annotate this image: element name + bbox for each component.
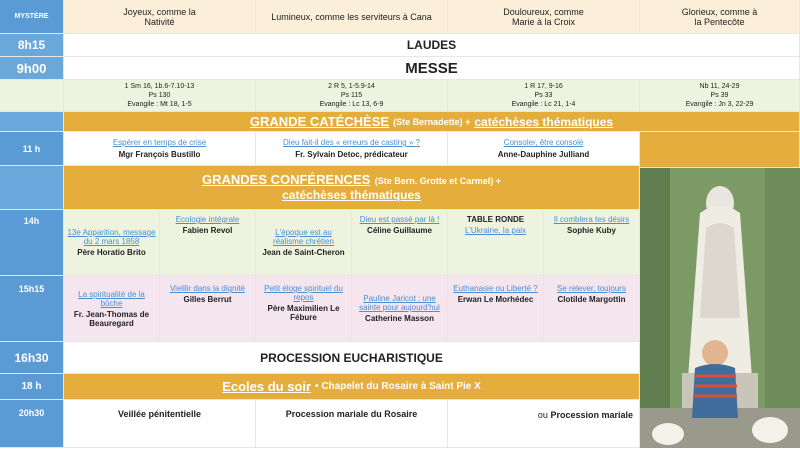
laudes-time: 8h15	[0, 34, 64, 57]
session-14h-2	[160, 210, 256, 276]
gospel-line: Evangile : Mt 18, 1-5	[127, 101, 192, 108]
session-title-link[interactable]: Se relever, toujours	[557, 284, 626, 293]
session-title-link[interactable]: Dieu fait-il des « erreurs de casting » ?	[283, 138, 420, 147]
session-15h-1	[64, 276, 160, 342]
ecoles-extra: • Chapelet du Rosaire à Saint Pie X	[315, 381, 481, 392]
ecoles-title[interactable]: Ecoles du soir	[222, 379, 312, 394]
conferences-time	[0, 166, 64, 210]
psalm-line: Ps 115	[340, 92, 363, 99]
session-title-link[interactable]: Pauline Jaricot : une sainte pour aujourd'hui	[359, 294, 440, 312]
session-speaker: Gilles Berrut	[183, 295, 232, 304]
session-15h-4	[352, 276, 448, 342]
ecoles-time: 18 h	[0, 374, 64, 400]
time-11h: 11 h	[0, 132, 64, 166]
session-speaker: Père Horatio Brito	[77, 248, 146, 257]
catechese-title[interactable]: GRANDE CATÉCHÈSE	[249, 114, 390, 129]
time-15h15: 15h15	[0, 276, 64, 342]
session-14h-5	[448, 210, 544, 276]
readings-lumineux	[256, 80, 448, 112]
session-15h-3	[256, 276, 352, 342]
session-14h-6	[544, 210, 640, 276]
time-20h30: 20h30	[0, 400, 64, 448]
ecoles-banner	[64, 374, 640, 400]
session-15h-5	[448, 276, 544, 342]
session-speaker: Anne-Dauphine Julliand	[497, 150, 590, 159]
session-title-link[interactable]: 13e Apparition, message du 2 mars 1858	[67, 228, 156, 246]
session-11h-1	[64, 132, 256, 166]
conferences-extra[interactable]: catéchèses thématiques	[282, 188, 421, 202]
gospel-line: Evangile : Jn 3, 22-29	[685, 101, 754, 108]
evening-alt-label: Procession mariale	[550, 410, 633, 420]
session-title-link[interactable]: Petit éloge spirituel du repos	[264, 284, 343, 302]
session-speaker: Clotilde Margottin	[557, 295, 626, 304]
session-title-link[interactable]: Il comblera tes désirs	[553, 215, 630, 224]
messe-label: MESSE	[64, 57, 800, 80]
mystery-label: MYSTÈRE	[0, 0, 64, 34]
psalm-line: Ps 33	[534, 92, 553, 99]
roundtable-topic-link[interactable]: L'Ukraine, la paix	[464, 226, 527, 235]
readings-joyeux	[64, 80, 256, 112]
session-speaker: Sophie Kuby	[567, 226, 616, 235]
session-title-link[interactable]: Ecologie intégrale	[175, 215, 240, 224]
session-14h-3	[256, 210, 352, 276]
mystery-douloureux: Douloureux, comme Marie à la Croix	[448, 0, 640, 34]
session-11h-2	[256, 132, 448, 166]
evening-penitential: Veillée pénitentielle	[64, 400, 256, 448]
procession-time: 16h30	[0, 342, 64, 374]
conferences-title[interactable]: GRANDES CONFÉRENCES	[201, 172, 371, 187]
evening-procession-alt	[448, 400, 640, 448]
mystery-joyeux: Joyeux, comme la Nativité	[64, 0, 256, 34]
session-speaker: Céline Guillaume	[367, 226, 432, 235]
session-speaker: Fabien Revol	[182, 226, 233, 235]
readings-douloureux	[448, 80, 640, 112]
reading-line: 1 R 17, 9-16	[524, 83, 563, 90]
session-speaker: Catherine Masson	[365, 314, 434, 323]
mystery-lumineux: Lumineux, comme les serviteurs à Cana	[256, 0, 448, 34]
session-speaker: Père Maximilien Le Fébure	[267, 304, 340, 322]
gospel-line: Evangile : Lc 21, 1-4	[511, 101, 576, 108]
session-title-link[interactable]: La spiritualité de la bûche	[78, 289, 145, 308]
reading-line: Nb 11, 24-29	[699, 83, 740, 90]
session-14h-4	[352, 210, 448, 276]
session-title-link[interactable]: Vieillir dans la dignité	[169, 284, 245, 293]
session-speaker: Fr. Sylvain Detoc, prédicateur	[295, 150, 408, 159]
session-title-link[interactable]: Euthanasie ou Liberté ?	[453, 284, 538, 293]
session-title-link[interactable]: Consoler, être consolé	[503, 138, 584, 147]
readings-spacer	[0, 80, 64, 112]
psalm-line: Ps 39	[710, 92, 729, 99]
procession-label: PROCESSION EUCHARISTIQUE	[64, 342, 640, 374]
evening-procession: Procession mariale du Rosaire	[256, 400, 448, 448]
readings-glorieux	[640, 80, 800, 112]
catechese-venue: (Ste Bernadette) +	[393, 116, 471, 127]
conferences-banner	[64, 166, 640, 210]
catechese-extra[interactable]: catéchèses thématiques	[474, 114, 614, 129]
evening-or: ou	[537, 410, 548, 420]
psalm-line: Ps 130	[148, 92, 171, 99]
session-15h-2	[160, 276, 256, 342]
catechese-time	[0, 112, 64, 132]
session-15h-6	[544, 276, 640, 342]
conferences-venue: (Ste Bern. Grotte et Carmel) +	[374, 176, 502, 186]
reading-line: 2 R 5, 1-5.9-14	[328, 83, 375, 90]
session-speaker: Erwan Le Morhédec	[457, 295, 534, 304]
messe-time: 9h00	[0, 57, 64, 80]
session-title-link[interactable]: L'époque est au réalisme chrétien	[273, 228, 334, 246]
session-speaker: Jean de Saint-Cheron	[262, 248, 345, 257]
session-14h-1	[64, 210, 160, 276]
reading-line: 1 Sm 16, 1b.6-7.10-13	[124, 83, 195, 90]
session-title-link[interactable]: Dieu est passé par là !	[359, 215, 440, 224]
mystery-glorieux: Glorieux, comme à la Pentecôte	[640, 0, 800, 34]
catechese-banner	[64, 112, 800, 132]
time-14h: 14h	[0, 210, 64, 276]
statue-photo-illustration	[640, 168, 800, 448]
roundtable-label: TABLE RONDE	[466, 215, 525, 224]
gospel-line: Evangile : Lc 13, 6-9	[319, 101, 384, 108]
session-speaker: Fr. Jean-Thomas de Beauregard	[73, 309, 150, 328]
session-speaker: Mgr François Bustillo	[118, 150, 201, 159]
gold-filler	[640, 132, 800, 168]
session-title-link[interactable]: Espérer en temps de crise	[112, 138, 207, 147]
laudes-label: LAUDES	[64, 34, 800, 57]
statue-photo	[640, 168, 800, 448]
session-11h-3	[448, 132, 640, 166]
